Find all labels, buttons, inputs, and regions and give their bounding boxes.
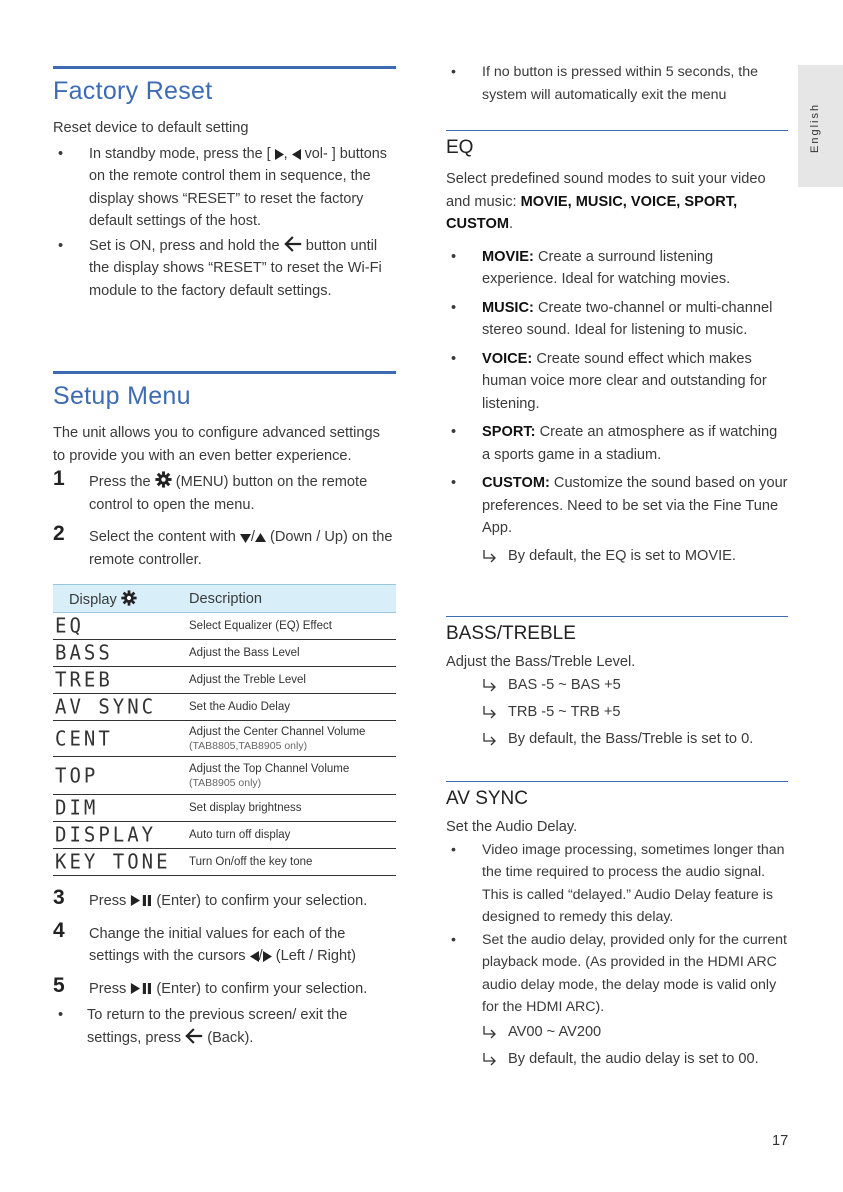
row-note: (TAB8805,TAB8905 only)	[189, 739, 308, 752]
list-item: • In standby mode, press the [ , vol- ] buttons on the remote control them in sequence, the display shows “RESET” to reset the factory default settings of the host.	[53, 143, 396, 233]
eq-default-result: By default, the EQ is set to MOVIE.	[446, 543, 788, 570]
setup-menu-title: Setup Menu	[53, 382, 191, 410]
treble-range-result: TRB -5 ~ TRB +5	[446, 699, 788, 726]
gear-icon	[155, 471, 172, 488]
setup-menu-table	[53, 584, 396, 876]
row-description: Turn On/off the key tone	[172, 849, 396, 876]
factory-reset-list	[53, 143, 396, 303]
step-1: 1 Press the (MENU) button on the remote control to open the menu.	[53, 467, 368, 513]
row-description: Set the Audio Delay	[172, 694, 396, 721]
table-header-row	[53, 585, 396, 613]
play-icon	[263, 951, 272, 962]
table-row	[53, 849, 396, 876]
eq-title: EQ	[446, 137, 474, 158]
av-sync-intro: Set the Audio Delay.	[446, 819, 578, 835]
list-item: • Video image processing, sometimes longer than the time required to process the audio signal. This is called “delayed.” Audio Delay feature is designed to remedy this delay.	[446, 839, 788, 929]
table-row	[53, 721, 396, 757]
row-description: Auto turn off display	[172, 822, 396, 849]
display-code: BASS	[55, 641, 113, 665]
play-icon	[275, 149, 284, 160]
table-row	[53, 613, 396, 640]
setup-steps	[53, 467, 396, 571]
factory-reset-intro: Reset device to default setting	[53, 120, 249, 136]
menu-timeout-note	[446, 61, 788, 106]
step-5: 5 Press (Enter) to confirm your selection.	[53, 973, 368, 997]
bass-range-result: BAS -5 ~ BAS +5	[446, 672, 788, 699]
table-row	[53, 640, 396, 667]
list-item: • Set the audio delay, provided only for the current playback mode. (As provided in the HDMI ARC audio delay mode, the delay mode is valid only for the HDMI ARC).	[446, 929, 788, 1019]
list-item: • If no button is pressed within 5 seconds, the system will automatically exit the menu	[446, 61, 788, 106]
section-rule	[446, 130, 788, 131]
display-code: TOP	[55, 763, 99, 788]
play-pause-icon	[130, 894, 152, 907]
bass-treble-intro: Adjust the Bass/Treble Level.	[446, 654, 636, 670]
av-sync-default-result: By default, the audio delay is set to 00.	[446, 1046, 788, 1073]
section-rule	[446, 616, 788, 617]
row-description: Adjust the Bass Level	[172, 640, 396, 667]
row-description: Select Equalizer (EQ) Effect	[172, 613, 396, 640]
left-triangle-icon	[250, 951, 259, 962]
row-description: Adjust the Center Channel Volume	[189, 725, 366, 738]
display-code: DIM	[55, 796, 99, 820]
setup-menu-section	[53, 371, 396, 1049]
av-sync-section	[446, 781, 788, 1073]
list-item: • Set is ON, press and hold the button until the display shows “RESET” to reset the Wi-Fi module to the factory default settings.	[53, 235, 396, 303]
section-rule	[53, 66, 396, 69]
eq-section	[446, 130, 788, 570]
av-sync-range-result: AV00 ~ AV200	[446, 1019, 788, 1046]
row-description: Adjust the Top Channel Volume	[189, 762, 350, 775]
display-code: CENT	[55, 726, 113, 751]
row-description: Adjust the Treble Level	[172, 667, 396, 694]
result-arrow-icon	[482, 732, 498, 746]
list-item: • CUSTOM: Customize the sound based on your preferences. Need to be set via the Fine Tune App.	[446, 472, 788, 540]
play-pause-icon	[130, 982, 152, 995]
factory-reset-title: Factory Reset	[53, 77, 213, 105]
down-triangle-icon	[240, 533, 251, 543]
table-header-display: Display	[53, 585, 172, 613]
row-description: Set display brightness	[172, 795, 396, 822]
display-code: AV SYNC	[55, 695, 157, 719]
table-row	[53, 757, 396, 795]
av-sync-title: AV SYNC	[446, 788, 529, 809]
table-row	[53, 822, 396, 849]
back-arrow-icon	[284, 236, 302, 252]
display-code: TREB	[55, 668, 113, 692]
list-item: • MUSIC: Create two-channel or multi-channel stereo sound. Ideal for listening to music.	[446, 297, 788, 342]
result-arrow-icon	[482, 705, 498, 719]
result-arrow-icon	[482, 678, 498, 692]
list-item: • VOICE: Create sound effect which makes human voice more clear and outstanding for listening.	[446, 348, 788, 416]
list-item: • SPORT: Create an atmosphere as if watching a sports game in a stadium.	[446, 421, 788, 466]
list-item: • MOVIE: Create a surround listening experience. Ideal for watching movies.	[446, 246, 788, 291]
left-triangle-icon	[292, 149, 301, 160]
back-arrow-icon	[185, 1028, 203, 1044]
result-arrow-icon	[482, 1052, 498, 1066]
bass-treble-title: BASS/TREBLE	[446, 623, 576, 644]
row-note: (TAB8905 only)	[189, 776, 262, 789]
bass-treble-section	[446, 616, 788, 753]
gear-icon	[121, 590, 137, 606]
step-4: 4 Change the initial values for each of the settings with the cursors / (Left / Right)	[53, 918, 357, 964]
display-code: KEY TONE	[55, 850, 171, 874]
setup-menu-intro: The unit allows you to configure advanced settings to provide you with an even better experience.	[53, 425, 380, 464]
eq-intro: Select predefined sound modes to suit your video and music: MOVIE, MUSIC, VOICE, SPORT, CUSTOM.	[446, 171, 766, 232]
av-sync-list	[446, 839, 788, 1019]
list-item: • To return to the previous screen/ exit the settings, press (Back).	[53, 1004, 396, 1049]
bass-treble-default-result: By default, the Bass/Treble is set to 0.	[446, 726, 788, 753]
step-3: 3 Press (Enter) to confirm your selection.	[53, 886, 368, 909]
section-rule	[446, 781, 788, 782]
table-row	[53, 667, 396, 694]
section-rule	[53, 371, 396, 374]
table-row	[53, 795, 396, 822]
up-triangle-icon	[255, 533, 266, 543]
language-side-tab: English	[798, 65, 843, 187]
step-2: 2 Select the content with / (Down / Up) on the remote controller.	[53, 522, 393, 568]
setup-steps-continued	[53, 886, 396, 1000]
display-code: EQ	[55, 614, 84, 638]
table-header-description: Description	[172, 585, 396, 613]
factory-reset-section	[53, 66, 396, 302]
return-note	[53, 1004, 396, 1049]
result-arrow-icon	[482, 1025, 498, 1039]
eq-modes-list	[446, 246, 788, 540]
display-code: DISPLAY	[55, 823, 157, 847]
result-arrow-icon	[482, 549, 498, 563]
page-number: 17	[772, 1133, 789, 1149]
table-row	[53, 694, 396, 721]
